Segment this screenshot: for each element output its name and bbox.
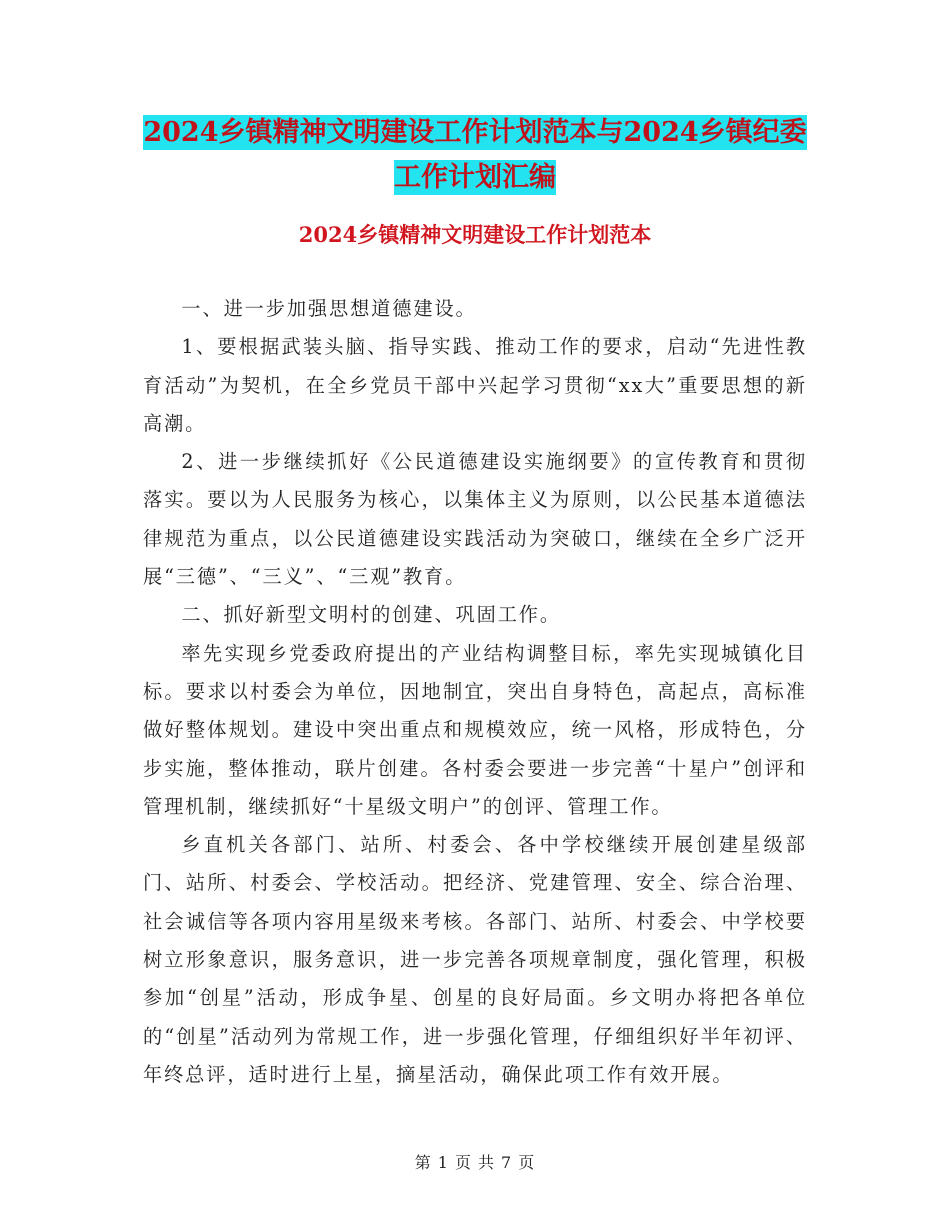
title-line-2: 工作计划汇编 — [394, 162, 556, 193]
section-title: 2024乡镇精神文明建设工作计划范本 — [298, 222, 652, 247]
page-footer — [0, 1150, 950, 1173]
footer-prefix: 第 — [414, 1153, 432, 1172]
footer-page-total: 7 — [501, 1153, 513, 1172]
footer-mid: 页 共 — [454, 1153, 496, 1172]
title-line-1: 2024乡镇精神文明建设工作计划范本与2024乡镇纪委 — [143, 117, 807, 148]
paragraph: 一、进一步加强思想道德建设。 — [181, 297, 477, 320]
body-text — [143, 290, 807, 1094]
paragraph: 率先实现乡党委政府提出的产业结构调整目标，率先实现城镇化目标。要求以村委会为单位，因地制宜，突出自身特色，高起点，高标准做好整体规划。建设中突出重点和规模效应，统一风格，形成特色，分步实施，整体推动，联片创建。各村委会要进一步完善“十星户”创评和管理机制，继续抓好“十星级文明户”的创评、管理工作。 — [143, 641, 807, 818]
footer-suffix: 页 — [518, 1153, 536, 1172]
paragraph: 2、进一步继续抓好《公民道德建设实施纲要》的宣传教育和贯彻落实。要以为人民服务为核心，以集体主义为原则，以公民基本道德法律规范为重点，以公民道德建设实践活动为突破口，继续在全乡广泛开展“三德”、“三义”、“三观”教育。 — [143, 450, 807, 589]
paragraph: 1、要根据武装头脑、指导实践、推动工作的要求，启动“先进性教育活动”为契机，在全乡党员干部中兴起学习贯彻“xx大”重要思想的新高潮。 — [143, 335, 807, 435]
footer-page-number: 1 — [437, 1153, 449, 1172]
document-title — [140, 110, 810, 200]
paragraph: 二、抓好新型文明村的创建、巩固工作。 — [181, 603, 561, 627]
paragraph: 乡直机关各部门、站所、村委会、各中学校继续开展创建星级部门、站所、村委会、学校活动。把经济、党建管理、安全、综合治理、社会诚信等各项内容用星级来考核。各部门、站所、村委会、中学校要树立形象意识，服务意识，进一步完善各项规章制度，强化管理，积极参加“创星”活动，形成争星、创星的良好局面。乡文明办将把各单位的“创星”活动列为常规工作，进一步强化管理，仔细组织好半年初评、年终总评，适时进行上星，摘星活动，确保此项工作有效开展。 — [143, 833, 807, 1086]
